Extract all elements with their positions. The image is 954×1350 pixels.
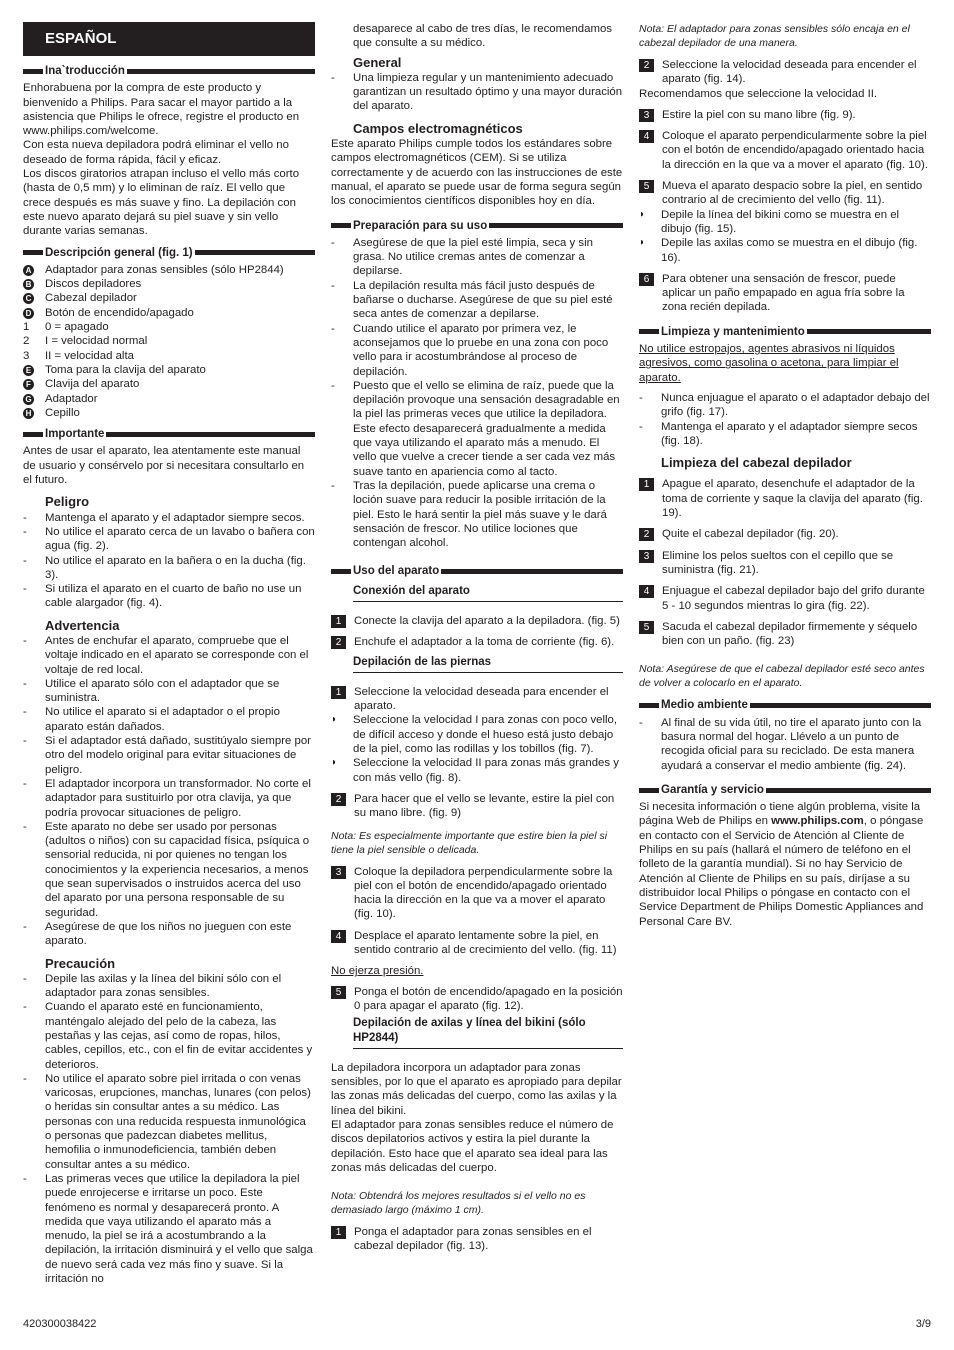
step-item: 3 Coloque la depiladora perpendicularmente sobre la piel con el botón de encendido/apagado orientado hacia la dirección en la que va a mover el aparato (fig. 10). [331,865,623,922]
step-item: 5 Ponga el botón de encendido/apagado en la posición 0 para apagar el aparato (fig. 12). [331,985,623,1014]
important-intro: Antes de usar el aparato, lea atentamente este manual de usuario y consérvelo por si necesitara consultarlo en el futuro. [23,445,305,487]
step-item: 2 Quite el cabezal depilador (fig. 20). [639,527,931,541]
subheading-advertencia: Advertencia [45,617,120,633]
subheading-cem: Campos electromagnéticos [353,120,523,136]
list-item: - No utilice el aparato si el adaptador o el propio aparato están dañados. [23,705,315,734]
subheading-cabezal: Limpieza del cabezal depilador [661,455,852,471]
underlined-warning: No ejerza presión. [331,965,424,978]
document-code: 420300038422 [23,1318,97,1330]
subheading-peligro: Peligro [45,494,90,510]
bullet-item: ◗ Seleccione la velocidad I para zonas con poco vello, de difícil acceso y donde el hueso está justo debajo de la piel, como las rodillas y los tobillos (fig. 7). [331,714,618,756]
list-item: - Si el adaptador está dañado, sustitúyalo siempre por otro del modelo original para evitar situaciones de peligro. [23,734,315,777]
subheading-precaucion: Precaución [45,955,116,971]
section-heading-medio: Medio ambiente [639,698,931,712]
list-item: D Botón de encendido/apagado [23,306,315,320]
note: Nota: El adaptador para zonas sensibles sólo encaja en el cabezal depilador de una manera. [639,23,910,49]
step-item: 4 Coloque el aparato perpendicularmente sobre la piel con el botón de encendido/apagado orientado hacia la dirección en la que va a mover el aparato (fig. 10). [639,129,931,172]
step-item: 1 Seleccione la velocidad deseada para encender el aparato. [331,685,623,714]
step-item: 6 Para obtener una sensación de frescor, puede aplicar un paño empapado en agua fría sobre la zona recién depilada. [639,272,931,315]
list-item: - Cuando utilice el aparato por primera vez, le aconsejamos que lo pruebe en una zona con poco vello para ir acostumbrándose al proceso de depilación. [331,322,623,379]
list-item: B Discos depiladores [23,277,315,291]
list-item: - Depile las axilas y la línea del bikini sólo con el adaptador para zonas sensibles. [23,972,315,1001]
section-heading-limpieza: Limpieza y mantenimiento [639,325,931,339]
step-item: 2 Enchufe el adaptador a la toma de corriente (fig. 6). [331,635,623,649]
step-item: 5 Mueva el aparato despacio sobre la piel, en sentido contrario al de crecimiento del vello (fig. 11). [639,179,931,208]
step-item: 3 Estire la piel con su mano libre (fig. 9). [639,108,931,122]
list-item: - Mantenga el aparato y el adaptador siempre secos (fig. 18). [639,420,931,449]
page-number: 3/9 [915,1318,931,1330]
step-item: 4 Enjuague el cabezal depilador bajo del grifo durante 5 - 10 segundos mientras lo gira (fig. 22). [639,584,931,613]
list-item: - No utilice el aparato sobre piel irritada o con venas varicosas, erupciones, manchas, lunares (con pelos) o heridas sin consultar antes a su médico. Las personas con una reducida respuesta inmunológica o personas que padezcan diabetes mellitus, hemofilia o inmunodeficiencia, también deben consultar antes a su médico. [23,1072,315,1172]
list-item: H Cepillo [23,406,315,420]
cem-paragraph: Este aparato Philips cumple todos los estándares sobre campos electromagnéticos (CEM). Si se utiliza correctamente y de acuerdo con las instrucciones de este manual, el aparato se puede usar de forma segura según los conocimientos científicos disponibles hoy en día. [331,138,623,208]
bullet-item: ◗ Depile las axilas como se muestra en el dibujo (fig. 16). [639,237,918,264]
list-item: - No utilice el aparato en la bañera o en la ducha (fig. 3). [23,554,315,583]
subheading-axilas: Depilación de axilas y línea del bikini (sólo HP2844) [353,1016,623,1049]
list-item: 1 0 = apagado [23,321,109,334]
section-heading-prep: Preparación para su uso [331,219,623,233]
warranty-paragraph: Si necesita información o tiene algún problema, visite la página Web de Philips en www.philips.com, o póngase en contacto con el Servicio de Atención al Cliente de Philips en su país (hallará el número de teléfono en el folleto de la garantía mundial). Si no hay Servicio de Atención al Cliente de Philips en su país, diríjase a su distribuidor local Philips o póngase en contacto con el Service Department de Philips Domestic Appliances and Personal Care BV. [639,801,924,928]
bullet-item: ◗ Depile la línea del bikini como se muestra en el dibujo (fig. 15). [639,208,900,235]
step-item: 1 Apague el aparato, desenchufe el adaptador de la toma de corriente y saque la clavija del aparato (fig. 19). [639,477,931,520]
note: Nota: Obtendrá los mejores resultados si el vello no es demasiado largo (máximo 1 cm). [331,1190,586,1217]
list-item: - El adaptador incorpora un transformador. No corte el adaptador para sustituirlo por otra clavija, ya que podría provocar situaciones de peligro. [23,777,315,820]
list-item: - Mantenga el aparato y el adaptador siempre secos. [23,511,315,525]
step-item: 1 Conecte la clavija del aparato a la depiladora. (fig. 5) [331,614,623,628]
step-item: 1 Ponga el adaptador para zonas sensibles en el cabezal depilador (fig. 13). [331,1225,623,1254]
axilas-paragraph: La depiladora incorpora un adaptador para zonas sensibles, por lo que el aparato es apropiado para depilar las zonas más delicadas del cuerpo, como las axilas y la línea del bikini. [331,1061,622,1117]
list-item: 2 I = velocidad normal [23,335,148,348]
subheading-general: General [353,54,402,70]
section-heading-garantia: Garantía y servicio [639,783,931,797]
step-item: 4 Desplace el aparato lentamente sobre la piel, en sentido contrario al de crecimiento del vello. (fig. 11) [331,929,623,958]
subheading-conexion: Conexión del aparato [353,584,623,602]
list-item: - Antes de enchufar el aparato, compruebe que el voltaje indicado en el aparato se corresponde con el voltaje de red local. [23,634,315,677]
list-item: - Cuando el aparato esté en funcionamiento, manténgalo alejado del pelo de la cabeza, las pestañas y las cejas, así como de ropas, hilos, cables, cepillos, etc., con el fin de evitar accidentes y deterioros. [23,1000,315,1071]
list-item: E Toma para la clavija del aparato [23,363,315,377]
list-item: - Nunca enjuague el aparato o el adaptador debajo del grifo (fig. 17). [639,391,931,420]
list-item: - Tras la depilación, puede aplicarse una crema o loción suave para reducir la posible irritación de la piel. Esto le hará sentir la piel más suave y le dará sensación de frescor. No utilice lociones que contengan alcohol. [331,479,623,550]
column-2 [331,22,623,1261]
intro-paragraph: Con esta nueva depiladora podrá eliminar el vello no deseado de forma rápida, fácil y eficaz. [23,139,289,166]
intro-paragraph: Enhorabuena por la compra de este producto y bienvenido a Philips. Para sacar el mayor partido a la asistencia que Philips le ofrece, registre el producto en www.philips.com/welcome. [23,82,300,138]
list-item: F Clavija del aparato [23,377,315,391]
cleaning-warning: No utilice estropajos, agentes abrasivos ni líquidos agresivos, como gasolina o acetona, para limpiar el aparato. [639,343,899,384]
language-header: ESPAÑOL [23,22,315,56]
axilas-paragraph: El adaptador para zonas sensibles reduce el número de discos depilatorios activos y estira la piel durante la depilación. Esto hace que el aparato sea ideal para las zonas más delicadas del cuerpo. [331,1119,614,1174]
step-item: 3 Elimine los pelos sueltos con el cepillo que se suministra (fig. 21). [639,549,931,578]
list-item: A Adaptador para zonas sensibles (sólo HP2844) [23,263,315,277]
section-heading-important: Importante [23,427,315,441]
list-item: G Adaptador [23,392,315,406]
note: Nota: Asegúrese de que el cabezal depilador esté seco antes de volver a colocarlo en el aparato. [639,663,925,690]
list-item: 3 II = velocidad alta [23,349,134,362]
recommendation: Recomendamos que seleccione la velocidad II. [639,87,878,100]
list-item: - Este aparato no debe ser usado por personas (adultos o niños) con su capacidad física, psíquica o sensorial reducida, ni por quienes no tengan los conocimientos y la experiencia necesarios, a menos que sean supervisados o instruidos acerca del uso del aparato por una persona responsable de su seguridad. [23,820,315,920]
list-item-continued: desaparece al cabo de tres días, le recomendamos que consulte a su médico. [353,23,612,50]
list-item: - Una limpieza regular y un mantenimiento adecuado garantizan un resultado óptimo y una mayor duración del aparato. [331,71,623,114]
list-item: - Utilice el aparato sólo con el adaptador que se suministra. [23,677,315,706]
step-item: 2 Seleccione la velocidad deseada para encender el aparato (fig. 14). [639,58,931,87]
step-item: 5 Sacuda el cabezal depilador firmemente y séquelo bien con un paño. (fig. 23) [639,620,931,649]
list-item: - Las primeras veces que utilice la depiladora la piel puede enrojecerse e irritarse un poco. Este fenómeno es normal y desaparecerá pronto. A medida que vaya utilizando el aparato más a menudo, la piel se irá a acostumbrando a la depilación, la irritación disminuirá y el vello que salga de nuevo será cada vez más fino y suave. Si la irritación no [23,1172,315,1286]
list-item: - Asegúrese de que la piel esté limpia, seca y sin grasa. No utilice cremas antes de comenzar a depilarse. [331,236,623,279]
subheading-piernas: Depilación de las piernas [353,655,623,673]
step-item: 2 Para hacer que el vello se levante, estire la piel con su mano libre. (fig. 9) [331,792,623,821]
philips-link[interactable]: www.philips.com [771,815,864,828]
section-heading-uso: Uso del aparato [331,564,623,578]
list-item: - No utilice el aparato cerca de un lavabo o bañera con agua (fig. 2). [23,525,315,554]
list-item: - Si utiliza el aparato en el cuarto de baño no use un cable alargador (fig. 4). [23,582,315,611]
section-heading-general: Descripción general (fig. 1) [23,246,315,260]
column-3 [639,22,931,929]
list-item: - La depilación resulta más fácil justo después de bañarse o ducharse. Asegúrese de que su piel esté seca antes de comenzar a depilarse. [331,279,623,322]
column-1 [23,22,315,1286]
list-item: C Cabezal depilador [23,291,315,305]
section-heading-intro: Ina`troducción [23,64,315,78]
bullet-item: ◗ Seleccione la velocidad II para zonas más grandes y con más vello (fig. 8). [331,757,619,784]
intro-paragraph: Los discos giratorios atrapan incluso el vello más corto (hasta de 0,5 mm) y lo eliminan de raíz. El vello que crece después es más suave y fino. La depilación con este nuevo aparato dejará su piel suave y sin vello durante varias semanas. [23,168,300,238]
note: Nota: Es especialmente importante que estire bien la piel si tiene la piel sensible o delicada. [331,829,608,856]
parts-list [23,263,315,420]
list-item: - Asegúrese de que los niños no jueguen con este aparato. [23,920,315,949]
list-item: - Puesto que el vello se elimina de raíz, puede que la depilación provoque una sensación desagradable en la piel las primeras veces que utilice la depiladora. Este efecto desaparecerá gradualmente a medida que vaya utilizando el aparato más a menudo. El vello que vuelve a crecer tiende a ser cada vez más suave tanto en apariencia como al tacto. [331,379,623,479]
list-item: - Al final de su vida útil, no tire el aparato junto con la basura normal del hogar. Llévelo a un punto de recogida oficial para su reciclado. De esta manera ayudará a conservar el medio ambiente (fig. 24). [639,716,931,773]
